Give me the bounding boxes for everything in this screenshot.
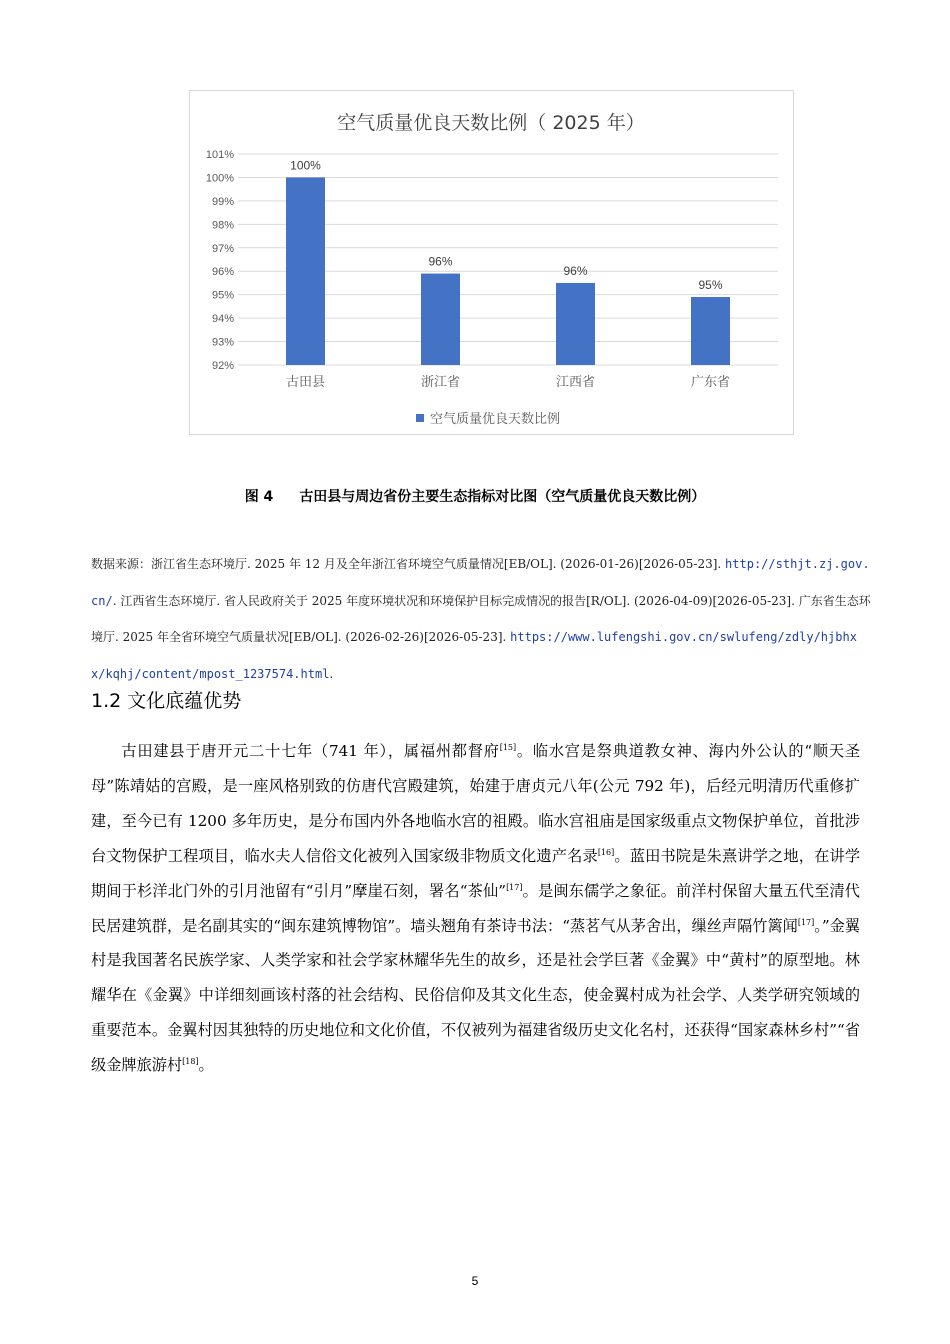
legend-swatch: [416, 414, 424, 422]
bar: [556, 283, 595, 365]
data-label: 96%: [428, 254, 453, 269]
y-tick-label: 100%: [205, 172, 234, 185]
y-tick-label: 99%: [211, 195, 234, 208]
bar: [286, 177, 325, 365]
bar: [421, 274, 460, 365]
text-run: 。临水宫是祭典道教女神、海内外公认的“顺天圣母”陈靖姑的宫殿，是一座风格别致的仿唐代宫殿建筑，始建于唐贞元八年(公元 792 年)，后经元明清历代重修扩建，至今已有 1200 多年历史，是分布国内外各地临水宫的祖殿。临水宫祖庙是国家级重点文物保护单位，首批涉台文物保护工程项目，临水夫人信俗文化被列入国家级非物质文化遗产名录: [91, 742, 861, 865]
source-text-3: .: [329, 666, 334, 681]
body-paragraph: [91, 734, 860, 1083]
figure-number: 图 4: [244, 489, 274, 505]
text-run: 。: [198, 1056, 214, 1075]
bar: [691, 297, 730, 365]
y-tick-label: 96%: [211, 266, 234, 279]
citation-ref: [18]: [182, 1057, 199, 1067]
y-tick-label: 101%: [205, 149, 234, 161]
chart-title: 空气质量优良天数比例（ 2025 年）: [337, 112, 645, 134]
y-tick-label: 98%: [211, 219, 234, 232]
y-tick-label: 92%: [211, 360, 234, 372]
legend-label: 空气质量优良天数比例: [430, 412, 561, 427]
source-text-1: 数据来源：浙江省生态环境厅. 2025 年 12 月及全年浙江省环境空气质量情况[EB/OL]. (2026-01-26)[2026-05-23].: [91, 557, 726, 571]
citation-ref: [16]: [597, 847, 615, 857]
figure-caption: [0, 486, 950, 506]
x-tick-label: 江西省: [555, 375, 596, 390]
figure-caption-text: 古田县与周边省份主要生态指标对比图（空气质量优良天数比例）: [299, 489, 706, 505]
text-run: 。蓝田书院是朱熹讲学之地，在讲学期间于杉洋北门外的引月池留有“引月”摩崖石刻，署名“茶仙”: [91, 846, 861, 900]
x-tick-label: 浙江省: [420, 375, 461, 390]
text-run: 。是闽东儒学之象征。前洋村保留大量五代至清代民居建筑群，是名副其实的“闽东建筑博物馆”。墙头翘角有茶诗书法：“蒸茗气从茅舍出，缫丝声隔竹篱闻: [91, 881, 860, 935]
page-number: 5: [471, 1274, 479, 1288]
data-label: 100%: [290, 158, 321, 173]
citation-ref: [17]: [797, 917, 815, 927]
y-tick-label: 97%: [211, 242, 234, 255]
bar-chart: [189, 90, 794, 435]
data-label: 96%: [563, 263, 588, 278]
y-tick-label: 95%: [211, 289, 234, 302]
section-heading: 1.2 文化底蕴优势: [91, 690, 242, 712]
source-text-2: . 江西省生态环境厅. 省人民政府关于 2025 年度环境状况和环境保护目标完成情况的报告[R/OL]. (2026-04-09)[2026-05-23]. 广东省生态环境厅. 2025 年全省环境空气质量状况[EB/OL]. (2026-02-26)[2026-05-23].: [91, 593, 871, 644]
chart-canvas: [190, 91, 793, 434]
data-source: [91, 546, 871, 692]
source-link-1[interactable]: http://sthjt.zj.gov.cn/: [91, 557, 870, 608]
y-tick-label: 93%: [211, 336, 234, 349]
text-run: 古田建县于唐开元二十七年（741 年），属福州都督府: [121, 742, 500, 760]
text-run: 。”金翼村是我国著名民族学家、人类学家和社会学家林耀华先生的故乡，还是社会学巨著《金翼》中“黄村”的原型地。林耀华在《金翼》中详细刻画该村落的社会结构、民俗信仰及其文化生态，使金翼村成为社会学、人类学研究领域的重要范本。金翼村因其独特的历史地位和文化价值，不仅被列为福建省级历史文化名村，还获得“国家森林乡村”“省级金牌旅游村: [91, 916, 861, 1075]
source-link-2[interactable]: https://www.lufengshi.gov.cn/swlufeng/zdly/hjbhxx/kqhj/content/mpost_1237574.html: [91, 630, 857, 681]
x-tick-label: 广东省: [690, 375, 731, 390]
citation-ref: [15]: [499, 743, 517, 752]
citation-ref: [17]: [506, 882, 523, 892]
x-tick-label: 古田县: [285, 375, 326, 390]
data-label: 95%: [698, 278, 723, 293]
paragraph: [91, 734, 860, 1083]
y-tick-label: 94%: [211, 313, 234, 326]
